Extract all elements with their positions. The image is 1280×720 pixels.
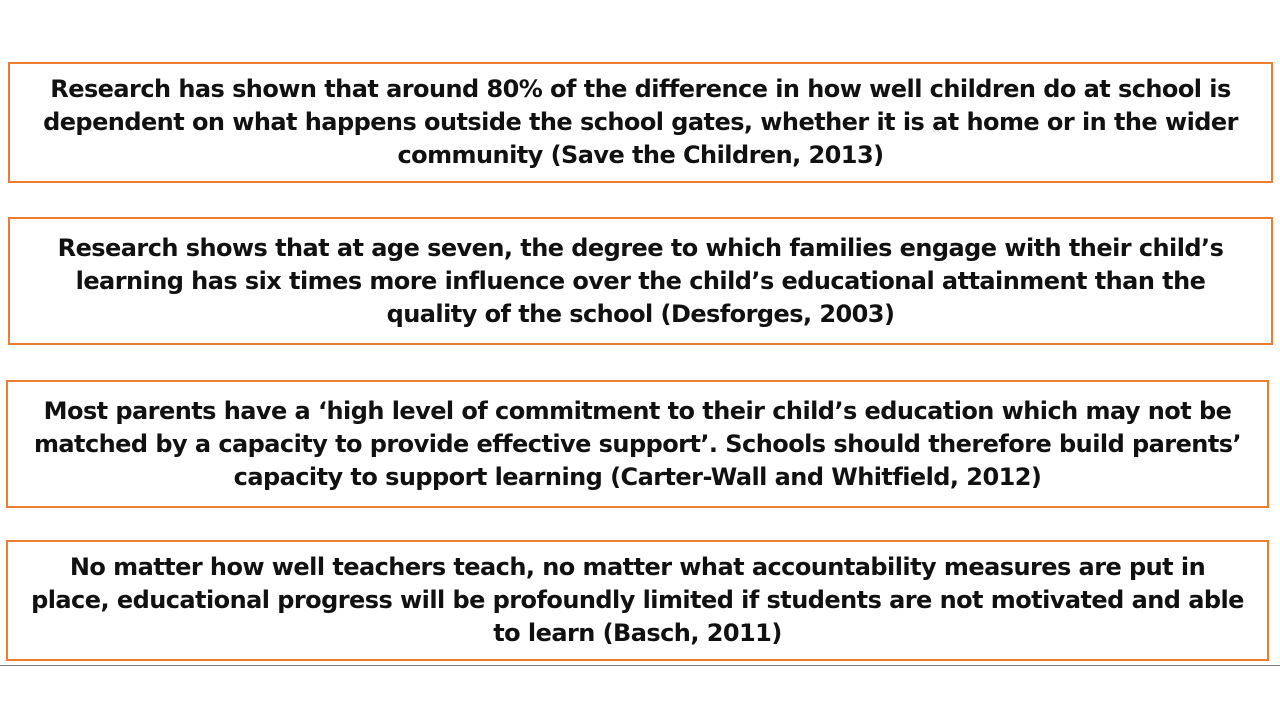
quote-text: Most parents have a ‘high level of commitment to their child’s education which may not be matched by a capacity to provide effective support’. Schools should therefore build parents’ capacity to support learning (Carter-Wall and Whitfield, 2012) — [33, 396, 1242, 491]
quote-box-carter-wall-whitfield — [6, 380, 1269, 508]
quote-text: Research shows that at age seven, the degree to which families engage with their child’s learning has six times more influence over the child’s educational attainment than the quality of the school (Desforges, 2003) — [57, 233, 1224, 328]
quote-box-basch — [6, 540, 1269, 661]
quote-text: Research has shown that around 80% of the difference in how well children do at school is dependent on what happens outside the school gates, whether it is at home or in the wider community (Save the Children, 2013) — [43, 75, 1238, 169]
quote-box-save-the-children — [8, 62, 1273, 183]
quote-text: No matter how well teachers teach, no matter what accountability measures are put in place, educational progress will be profoundly limited if students are not motivated and able to learn (Basch, 2011) — [31, 553, 1244, 647]
quote-box-desforges — [8, 217, 1273, 345]
